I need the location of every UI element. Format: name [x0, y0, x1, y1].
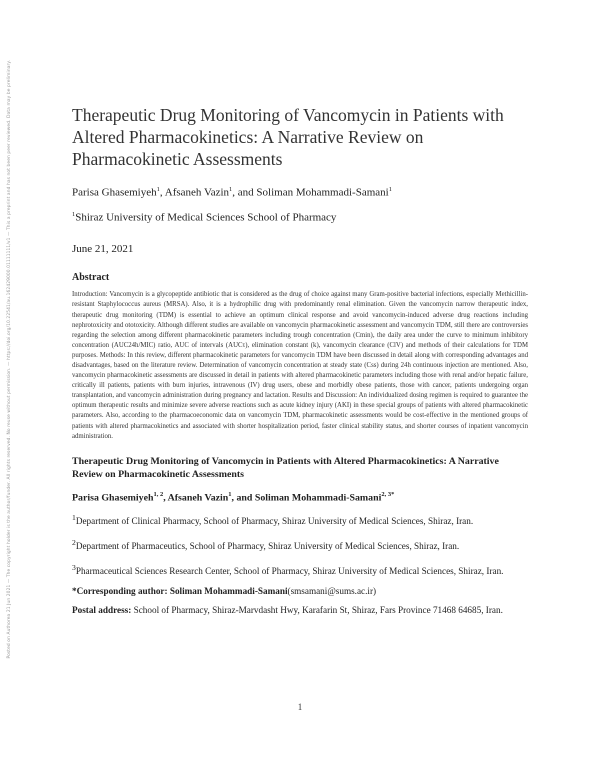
author-name: Soliman Mohammadi-Samani — [254, 492, 382, 504]
corresponding-email[interactable]: (smsamani@sums.ac.ir) — [287, 586, 377, 597]
postal-text: School of Pharmacy, Shiraz-Marvdasht Hwy, Karafarin St, Shiraz, Fars Province 71468 64685, Iran. — [133, 605, 503, 616]
author-affil-marker: 1 — [229, 186, 233, 193]
affiliation-marker: 1 — [72, 513, 76, 523]
author-affil-marker: 1, 2 — [153, 490, 164, 498]
author-name: Parisa Ghasemiyeh — [72, 186, 157, 199]
body-title: Therapeutic Drug Monitoring of Vancomycin in Patients with Altered Pharmacokinetics: A Narrative Review on Pharmacokinetic Assessments — [72, 455, 499, 480]
corresponding-author — [72, 586, 528, 596]
body-affiliation — [72, 561, 528, 578]
author-affil-marker: 1 — [228, 490, 232, 498]
author-affil-marker: 2, 3* — [381, 490, 395, 498]
affiliation-text: Department of Clinical Pharmacy, School of Pharmacy, Shiraz University of Medical Sciences, Shiraz, Iran. — [75, 516, 474, 527]
abstract-heading: Abstract — [72, 272, 110, 284]
postal-address — [72, 604, 528, 617]
affiliation-marker: 1 — [72, 210, 76, 218]
body-affiliation — [72, 511, 528, 528]
paper-page — [72, 104, 528, 617]
author-name: Parisa Ghasemiyeh — [72, 492, 154, 504]
page-number: 1 — [297, 702, 303, 712]
corresponding-name: Soliman Mohammadi-Samani — [169, 586, 288, 597]
affiliation-text: Department of Pharmaceutics, School of Pharmacy, Shiraz University of Medical Sciences, Shiraz, Iran. — [75, 541, 460, 552]
body-author-list: Parisa Ghasemiyeh$^{1, 2}$, Afsaneh Vazin$^1$, and Soliman Mohammadi-Samani$^{2, 3*}$ — [72, 490, 395, 504]
author-name: Soliman Mohammadi-Samani — [256, 186, 389, 199]
corresponding-label: *Corresponding author: — [72, 586, 168, 597]
author-name: Afsaneh Vazin — [164, 186, 230, 199]
preprint-side-notice — [2, 60, 16, 760]
preprint-side-text: Posted on Authorea 21 Jun 2021 — The copyright holder is the author/funder. All rights reserved. No reuse without permission. — https://doi.org/10.22541/au.162429000.01111111/v1 — This a preprint and has not been peer reviewed. Data may be preliminary. — [6, 60, 12, 659]
publication-date: June 21, 2021 — [72, 243, 134, 256]
author-affil-marker: 1 — [388, 186, 392, 193]
affiliation-text: Shiraz University of Medical Sciences School of Pharmacy — [75, 211, 337, 224]
author-separator: , and — [231, 492, 255, 504]
affiliation-marker: 3 — [72, 563, 76, 573]
paper-title: Therapeutic Drug Monitoring of Vancomycin in Patients with Altered Pharmacokinetics: A Narrative Review on Pharmacokinetic Assessments — [72, 105, 504, 169]
author-list: Parisa Ghasemiyeh$^1$, Afsaneh Vazin$^1$, and Soliman Mohammadi-Samani$^1$ — [72, 186, 392, 199]
body-affiliation — [72, 536, 528, 553]
affiliation — [72, 211, 528, 224]
affiliation-marker: 2 — [72, 538, 76, 548]
affiliation-text: Pharmaceutical Sciences Research Center, School of Pharmacy, Shiraz University of Medical Sciences, Shiraz, Iran. — [75, 566, 504, 577]
postal-label: Postal address: — [72, 605, 132, 616]
author-affil-marker: 1 — [156, 186, 160, 193]
author-separator: , and — [232, 186, 257, 199]
author-name: Afsaneh Vazin — [167, 492, 229, 504]
abstract-body: Introduction: Vancomycin is a glycopeptide antibiotic that is considered as the drug of choice against many Gram-positive bacterial infections, especially Methicillin-resistant Staphylococcus aureus (MRSA). Also, it is a hydrophilic drug with predominantly renal elimination. Given the vancomycin narrow therapeutic index, therapeutic drug monitoring (TDM) is essential to achieve an optimum clinical response and avoid vancomycin-induced adverse drug reactions including nephrotoxicity and ototoxicity. Although different studies are available on vancomycin pharmacokinetic assessment and vancomycin TDM, still there are controversies regarding the selection among different pharmacokinetic parameters including trough concentration (Cmin), the daily area under the curve to minimum inhibitory concentration (AUC24h/MIC) ratio, AUC of intervals (AUCτ), elimination constant (k), vancomycin clearance (ClV) and methods of their calculations for TDM purposes. Methods: In this review, different pharmacokinetic parameters for vancomycin TDM have been discussed in detail along with corresponding advantages and disadvantages, based on the literature review. Determination of vancomycin concentration at steady state (Css) during 24h continuous injection are mentioned. Also, vancomycin pharmacokinetic assessments are discussed in detail in patients with altered pharmacokinetic parameters including those with renal and/or hepatic failure, critically ill patients, patients with burn injuries, intravenous (IV) drug users, obese and morbidly obese patients, those with cancer, patients undergoing organ transplantation, and vancomycin administration during pregnancy and lactation. Results and Discussion: An individualized dosing regimen is required to guarantee the optimum therapeutic results and minimize severe adverse reactions such as acute kidney injury (AKI) in these special groups of patients with altered pharmacokinetic parameters. Also, according to the pharmacoeconomic data on vancomycin TDM, pharmacokinetic assessments would be cost-effective in the mentioned groups of patients with altered pharmacokinetics and associated with shorter hospitalization period, faster clinical stability status, and shorter courses of inpatient vancomycin administration. — [72, 291, 528, 440]
